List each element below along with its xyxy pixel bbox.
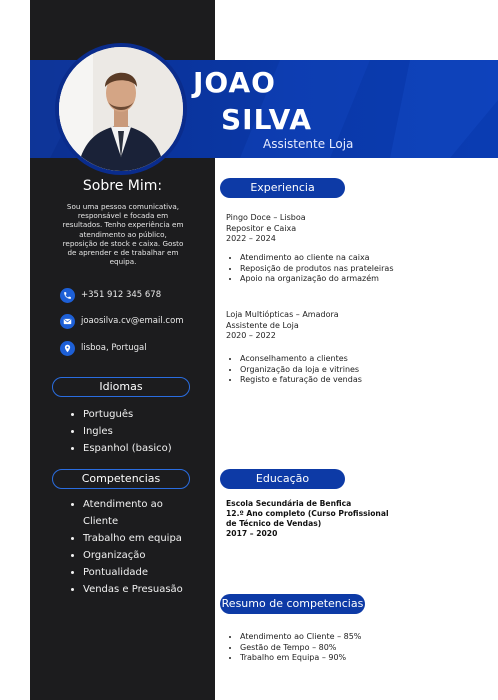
list-item: • Português	[83, 406, 172, 423]
skills-summary-list	[226, 632, 361, 664]
list-item: • Registo e faturação de vendas	[240, 375, 362, 386]
job-position: Repositor e Caixa	[226, 223, 297, 233]
last-name: SILVA	[221, 103, 313, 136]
school-name: Escola Secundária de Benfica	[226, 499, 352, 508]
languages-list	[63, 406, 172, 457]
job-period: 2020 – 2022	[226, 331, 276, 340]
list-item: • Apoio na organização do armazém	[240, 274, 393, 285]
about-text: Sou uma pessoa comunicativa, responsável e focada em resultados. Tenho experiência em atendimento ao público, reposição de stock e caixa. Gosto de aprender e de trabalhar em equipa.	[62, 202, 184, 267]
list-item: • Atendimento ao	[83, 496, 183, 513]
first-name: JOAO	[193, 66, 276, 99]
list-item: • Aconselhamento a clientes	[240, 354, 362, 365]
contact-email	[60, 313, 184, 329]
location-pin-icon	[60, 341, 75, 356]
skills-summary-heading: Resumo de competencias	[220, 594, 365, 614]
course-name: 12.º Ano completo (Curso Profissional de Técnico de Vendas)	[226, 509, 389, 528]
list-item: • Pontualidade	[83, 564, 183, 581]
about-title: Sobre Mim:	[82, 178, 163, 194]
list-item: Cliente	[83, 516, 119, 527]
list-item: • Atendimento ao cliente na caixa	[240, 253, 393, 264]
experience-heading: Experiencia	[220, 178, 345, 198]
job-role: Assistente Loja	[263, 137, 354, 151]
job-position: Assistente de Loja	[226, 320, 299, 330]
list-item: • Reposição de produtos nas prateleiras	[240, 264, 393, 275]
job-company: Pingo Doce – Lisboa	[226, 213, 306, 222]
list-item: • Ingles	[83, 423, 172, 440]
list-item: • Organização da loja e vitrines	[240, 365, 362, 376]
job-period: 2022 – 2024	[226, 234, 276, 243]
list-item: • Gestão de Tempo – 80%	[240, 643, 361, 654]
list-item: • Vendas e Presuasão	[83, 581, 183, 598]
job-1-tasks	[226, 253, 393, 285]
location-text: lisboa, Portugal	[81, 343, 147, 353]
list-item: • Trabalho em equipa	[83, 530, 183, 547]
education-period: 2017 – 2020	[226, 529, 278, 538]
languages-heading: Idiomas	[52, 377, 190, 397]
list-item: • Espanhol (basico)	[83, 440, 172, 457]
email-text: joaosilva.cv@email.com	[81, 316, 184, 326]
email-icon	[60, 314, 75, 329]
phone-text: +351 912 345 678	[81, 290, 162, 300]
profile-photo	[59, 47, 183, 171]
job-2-tasks	[226, 354, 362, 386]
contact-location	[60, 340, 147, 356]
phone-icon	[60, 288, 75, 303]
list-item: • Organização	[83, 547, 183, 564]
education-heading: Educação	[220, 469, 345, 489]
job-1-header	[226, 213, 306, 245]
skills-heading: Competencias	[52, 469, 190, 489]
contact-phone	[60, 287, 161, 303]
education-entry	[226, 499, 401, 539]
job-company: Loja Multiópticas – Amadora	[226, 310, 339, 319]
skills-list	[63, 496, 183, 598]
list-item: • Atendimento ao Cliente – 85%	[240, 632, 361, 643]
job-2-header	[226, 310, 339, 342]
list-item: • Trabalho em Equipa – 90%	[240, 653, 361, 664]
